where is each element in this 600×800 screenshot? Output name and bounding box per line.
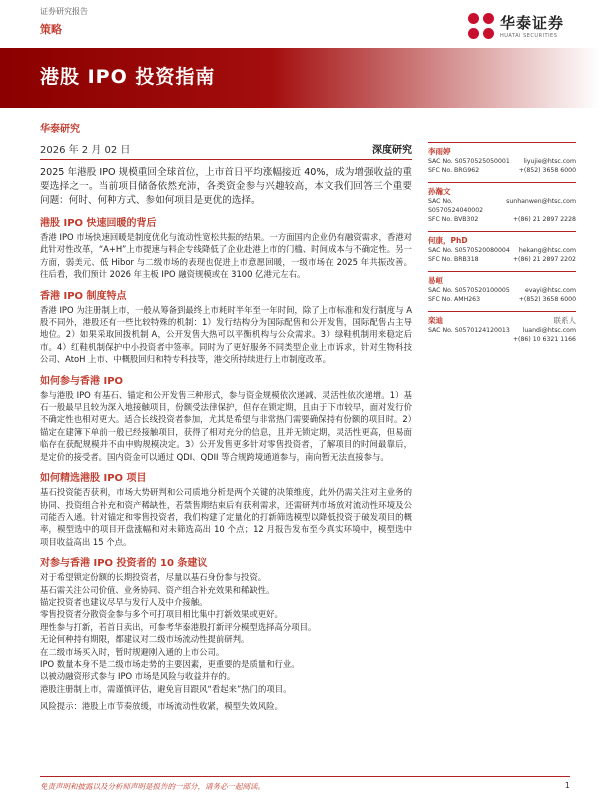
report-date: 2026 年 2 月 02 日 <box>40 145 131 156</box>
analyst-name: 何康，PhD <box>428 236 468 245</box>
analyst-phone: +(86) 10 6321 1166 <box>512 336 576 343</box>
recommendations-list: 对于希望锁定份额的长期投资者，尽量以基石身份参与投资。 基石需关注公司价值、业务协同、资产组合补充效果和稀缺性。 锚定投资者也建议尽早与发行人及中介接触。 零售投资者分散资金参与多个可打项目相比集中打新效果或更好。 理性参与打新，若首日卖出，可参考华泰港股打新评分模型选择高分项目。 无论何种持有期限，都建议对二级市场流动性提前研判。 在二级市场买入时，暂时规避刚入通的上市公司。 IPO 数量本身不是二级市场走势的主要因素，更重要的是质量和行业。 以被动融资形式参与 IPO 市场是风险与收益并存的。 港股注册制上市，需谨慎评估，避免盲目跟风“看起来”热门的项目。 <box>40 572 317 694</box>
section-heading: 港股 IPO 快速回暖的背后 <box>40 218 157 229</box>
analyst-sidebar <box>428 142 576 351</box>
section-text: 香港 IPO 市场快速回暖是制度优化与流动性宽松共振的结果。一方面国内企业仍有融资需求，香港对此针对性改革，“A+H”上市提速与料企专线降低了企业赴港上市的门槛、时间成本与不确定性。另一方面，弱美元、低 Hibor 与二级市场的表现也促进上市意愿回暖，一级市场在 2025 年共振改善。往后看，我们预计 2026 年主板 IPO 融资规模或在 3100 亿港元左右。 <box>40 232 412 280</box>
analyst-sac: SAC No. S0570520100005 <box>428 287 510 294</box>
analyst-name: 栾迪 <box>428 316 443 325</box>
analyst-sac: SAC No. S0570520080004 <box>428 247 510 254</box>
analyst-sfc: SFC No. BVB302 <box>428 216 479 223</box>
analyst-sac: SAC No. S0570124120013 <box>428 327 510 334</box>
analyst-phone: +(852) 3658 6000 <box>518 167 576 174</box>
analyst-phone: +(86) 21 2897 2228 <box>512 216 576 223</box>
analyst-email[interactable]: luandi@htsc.com <box>522 327 576 334</box>
page-footer <box>40 776 570 792</box>
report-meta <box>40 120 412 160</box>
risk-warning: 风险提示：港股上市节奏放缓，市场流动性收紧，模型失效风险。 <box>40 701 283 712</box>
analyst-card <box>428 231 576 264</box>
analyst-phone: +(86) 21 2897 2202 <box>512 256 576 263</box>
report-kind: 深度研究 <box>372 145 412 156</box>
analyst-card <box>428 182 576 224</box>
analyst-name: 李雨婷 <box>428 147 451 156</box>
analyst-sfc: SFC No. AMH263 <box>428 296 481 303</box>
logo-name-en: HUATAI SECURITIES <box>499 33 558 39</box>
section-heading: 如何参与香港 IPO <box>40 375 124 387</box>
analyst-email[interactable]: sunhanwen@htsc.com <box>506 198 576 205</box>
report-title: 港股 IPO 投资指南 <box>40 66 216 88</box>
section-text: 香港 IPO 为注册制上市，一般从筹备到最终上市耗时半年至一年时间，除了上市标准和发行制度与 A 股不同外，港股还有一些比较特殊的机制：1）发行结构分为国际配售和公开发售，国际配售占主导地位。2）如果采取回拨机制 A，公开发售大热可以平衡机构与公众需求。3）绿鞋机制用来稳定后市。4）红鞋机制保护中小投资者中签率。同时为了更好服务不同类型企业上市诉求，针对生物科技公司、AtoH 上市、中概股回归和特专科技等，港交所持续进行上市制度改革。 <box>40 304 412 365</box>
analyst-card <box>428 311 576 344</box>
analyst-sfc: SFC No. BRG962 <box>428 167 480 174</box>
section-heading: 香港 IPO 制度特点 <box>40 290 127 302</box>
analyst-phone: +(852) 3658 6000 <box>518 296 576 303</box>
page-number: 1 <box>564 781 570 790</box>
report-header <box>0 0 600 48</box>
analyst-name: 孙瀚文 <box>428 187 451 196</box>
title-banner <box>0 48 600 108</box>
analyst-card <box>428 271 576 304</box>
lead-paragraph: 2025 年港股 IPO 规模重回全球首位，上市首日平均涨幅接近 40%，成为增强收益的重要选择之一。当前项目储备依然充沛，各类资金参与兴趣较高，本文我们回答三个重要问题：何时、何种方式、参如何项目是更优的选择。 <box>40 167 412 206</box>
report-type-label: 证券研究报告 <box>40 7 88 16</box>
logo-mark-icon <box>468 13 494 39</box>
disclaimer-text: 免责声明和披露以及分析师声明是报告的一部分，请务必一起阅读。 <box>40 782 265 791</box>
section-heading: 对参与香港 IPO 投资者的 10 条建议 <box>40 558 208 570</box>
research-org: 华泰研究 <box>40 124 80 135</box>
analyst-name: 易峘 <box>428 276 443 285</box>
category-label: 策略 <box>40 23 62 36</box>
report-body <box>40 166 412 713</box>
analyst-email[interactable]: hekang@htsc.com <box>518 247 576 254</box>
analyst-email[interactable]: liyujie@htsc.com <box>523 158 576 165</box>
analyst-sfc: SFC No. BRB318 <box>428 256 479 263</box>
section-text: 参与港股 IPO 有基石、锚定和公开发售三种形式，参与资金规模依次递减、灵活性依次递增。1）基石一般最早且较为深入地接触项目，份额受法律保护，但存在锁定期，且由于下市较早，面对发行价不确定性也相对更大。适合长线投资者参加，尤其是希望与非常热门需要确保持有份额的项目时。2）锚定在建簿下单前一般已经接触项目，获得了相对充分的信息，且并无锁定期，灵活性更高，但易面临存在获配规模并不由申购规模决定。3）公开发售更多针对零售投资者，了解项目的时间最靠后，是定价的接受者。国内资金可以通过 QDI、QDII 等合规跨境通道参与，南向暂无法直接参与。 <box>40 389 412 462</box>
logo-name-cn: 华泰证券 <box>499 14 564 32</box>
analyst-email[interactable]: evayi@htsc.com <box>525 287 576 294</box>
company-logo <box>468 12 564 39</box>
analyst-card <box>428 142 576 175</box>
section-text: 基石投资能否获利，市场大势研判和公司质地分析是两个关键的决策维度，此外仍需关注对主业务的协同、投资组合补充和资产稀缺性，若禁售期结束后有获利需求，还需研判市场放对流动性环境及公司能否入通。针对锚定和零售投资者，我们构建了定量化的打新筛选模型以降低投资于破发项目的概率，模型选中的项目开盘涨幅和对未筛选高出 10 个点；12 月报告发布至今真实环境中，模型选中项目收益高出 15 个点。 <box>40 487 412 547</box>
analyst-sac: SAC No. S0570524040002 <box>428 198 484 214</box>
analyst-role: 联系人 <box>553 316 576 325</box>
analyst-sac: SAC No. S0570525050001 <box>428 158 510 165</box>
section-heading: 如何精选港股 IPO 项目 <box>40 473 147 485</box>
